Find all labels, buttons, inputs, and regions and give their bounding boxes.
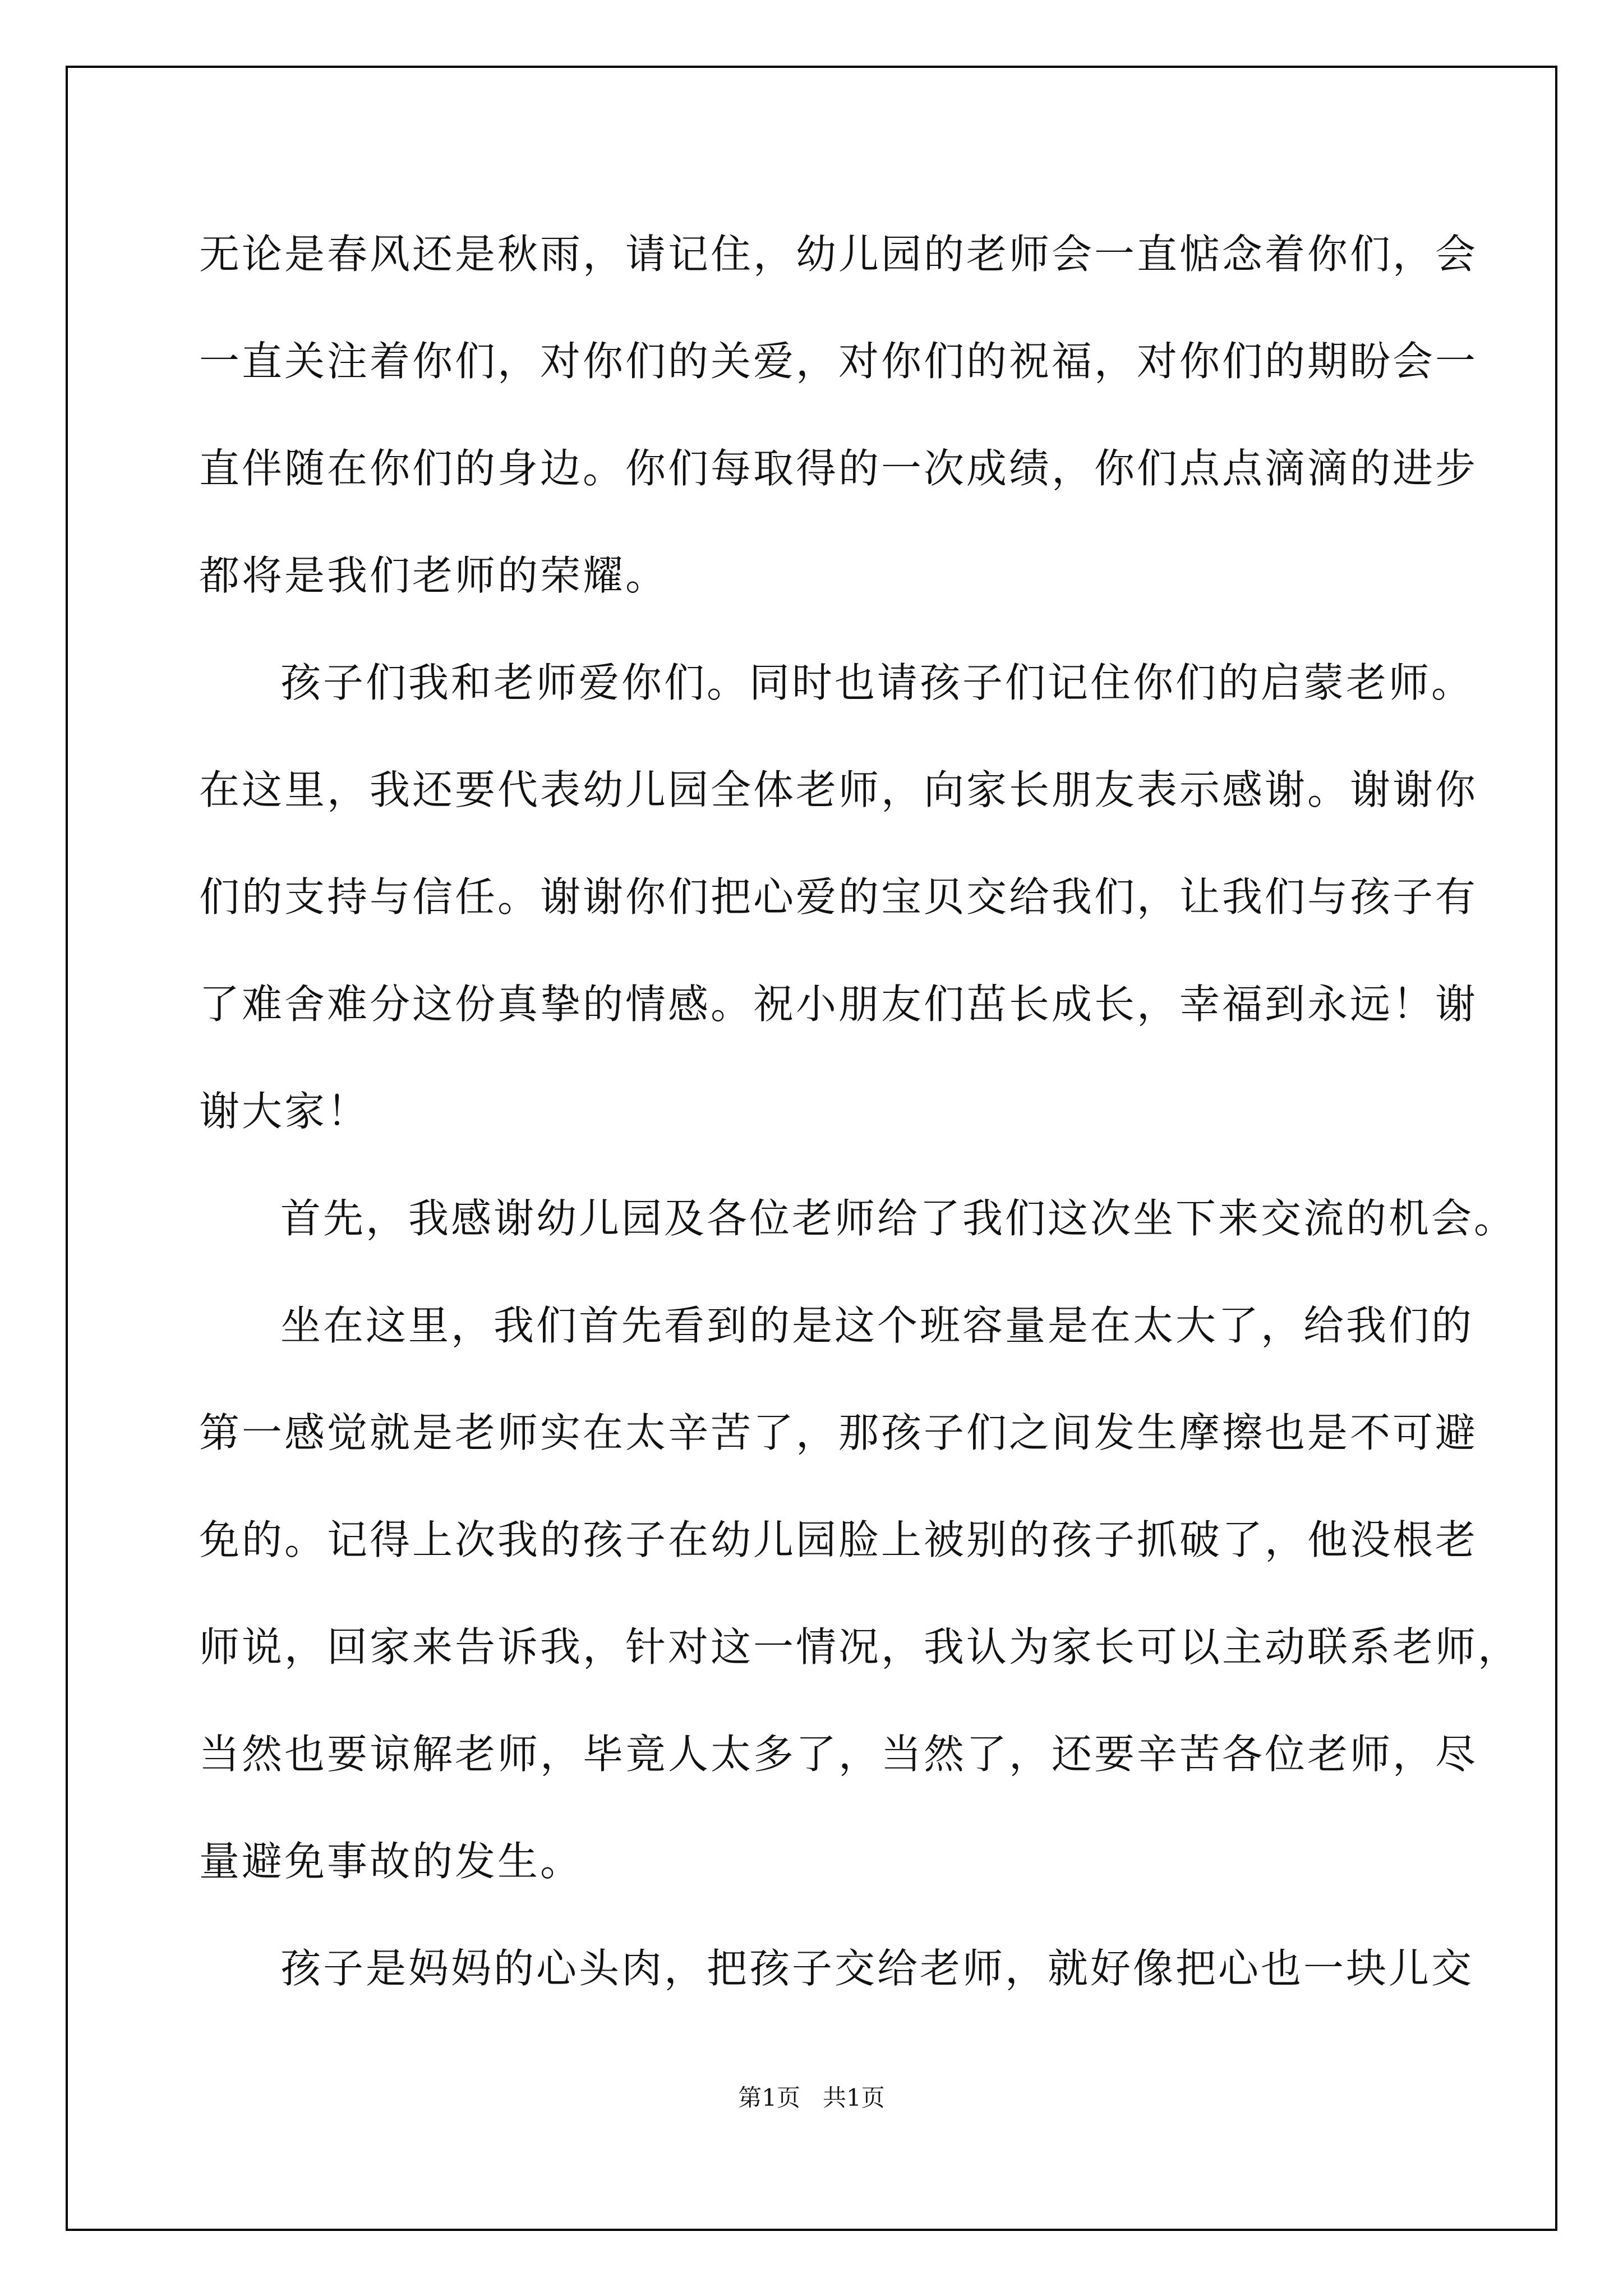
text-line: 当然也要谅解老师，毕竟人太多了，当然了，还要辛苦各位老师，尽 [199, 1731, 1478, 1778]
text-line: 在这里，我还要代表幼儿园全体老师，向家长朋友表示感谢。谢谢你 [199, 766, 1478, 813]
text-line: 都将是我们老师的荣耀。 [199, 552, 668, 599]
text-line: 们的支持与信任。谢谢你们把心爱的宝贝交给我们，让我们与孩子有 [199, 873, 1478, 921]
text-line: 量避免事故的发生。 [199, 1838, 583, 1885]
text-line: 第一感觉就是老师实在太辛苦了，那孩子们之间发生摩擦也是不可避 [199, 1409, 1478, 1456]
page-number: 第1页 [738, 2084, 800, 2111]
text-line: 谢大家！ [199, 1088, 370, 1135]
text-line: 首先，我感谢幼儿园及各位老师给了我们这次坐下来交流的机会。 [280, 1195, 1517, 1242]
text-line: 孩子们我和老师爱你们。同时也请孩子们记住你们的启蒙老师。 [280, 659, 1474, 706]
text-line: 一直关注着你们，对你们的关爱，对你们的祝福，对你们的期盼会一 [199, 338, 1478, 385]
text-line: 免的。记得上次我的孩子在幼儿园脸上被别的孩子抓破了，他没根老 [199, 1516, 1478, 1563]
text-line: 无论是春风还是秋雨，请记住，幼儿园的老师会一直惦念着你们，会 [199, 231, 1478, 278]
text-line: 师说，回家来告诉我，针对这一情况，我认为家长可以主动联系老师， [199, 1623, 1521, 1671]
page-total: 共1页 [823, 2084, 885, 2111]
text-line: 直伴随在你们的身边。你们每取得的一次成绩，你们点点滴滴的进步 [199, 445, 1478, 492]
text-line: 孩子是妈妈的心头肉，把孩子交给老师，就好像把心也一块儿交 [280, 1945, 1474, 1992]
page-footer [0, 2078, 1623, 2118]
text-line: 坐在这里，我们首先看到的是这个班容量是在太大了，给我们的 [280, 1302, 1474, 1349]
text-line: 了难舍难分这份真挚的情感。祝小朋友们茁长成长，幸福到永远！谢 [199, 981, 1478, 1028]
